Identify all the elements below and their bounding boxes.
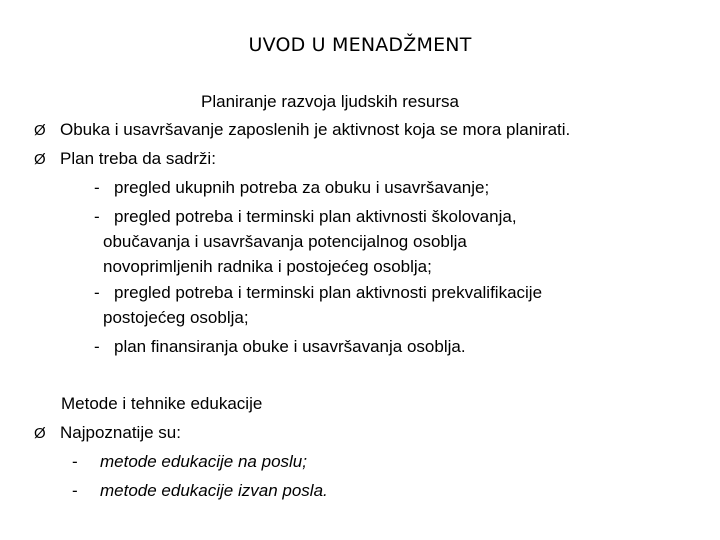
section-heading-methods: Metode i tehnike edukacije: [61, 394, 263, 413]
list-item-continuation: novoprimljenih radnika i postojećeg osoblja;: [103, 257, 432, 276]
arrow-bullet-icon: Ø: [34, 425, 46, 442]
dash-marker: -: [94, 337, 100, 356]
list-item-continuation: postojećeg osoblja;: [103, 308, 249, 327]
list-item-overview: [94, 175, 489, 201]
dash-marker: -: [72, 452, 78, 471]
section-heading-planning: Planiranje razvoja ljudskih resursa: [201, 92, 459, 111]
dash-marker: -: [72, 481, 78, 500]
list-item-text: metode edukacije izvan posla.: [100, 481, 328, 500]
arrow-bullet-icon: Ø: [34, 122, 46, 139]
list-item-text: pregled potreba i terminski plan aktivnosti školovanja,: [114, 207, 517, 226]
list-item-text: pregled ukupnih potreba za obuku i usavršavanje;: [114, 178, 490, 197]
slide-title: UVOD U MENADŽMENT: [248, 34, 472, 56]
list-item-financing: [94, 334, 466, 360]
dash-marker: -: [94, 283, 100, 302]
bullet-text: Plan treba da sadrži:: [60, 149, 216, 168]
list-item-text: pregled potreba i terminski plan aktivnosti prekvalifikacije: [114, 283, 543, 302]
list-item-requalification: [94, 280, 542, 306]
list-item-off-job: [72, 478, 328, 504]
bullet-text: Obuka i usavršavanje zaposlenih je aktivnost koja se mora planirati.: [60, 120, 571, 139]
bullet-text: Najpoznatije su:: [60, 423, 181, 442]
arrow-bullet-icon: Ø: [34, 151, 46, 168]
bullet-training-planning: [34, 117, 570, 144]
list-item-text: metode edukacije na poslu;: [100, 452, 307, 471]
list-item-continuation: obučavanja i usavršavanja potencijalnog osoblja: [103, 232, 467, 251]
dash-marker: -: [94, 207, 100, 226]
bullet-best-known: [34, 420, 181, 447]
list-item-on-job: [72, 449, 307, 475]
list-item-text: plan finansiranja obuke i usavršavanja osoblja.: [114, 337, 466, 356]
bullet-plan-contents: [34, 146, 216, 173]
list-item-schooling: [94, 204, 517, 230]
dash-marker: -: [94, 178, 100, 197]
